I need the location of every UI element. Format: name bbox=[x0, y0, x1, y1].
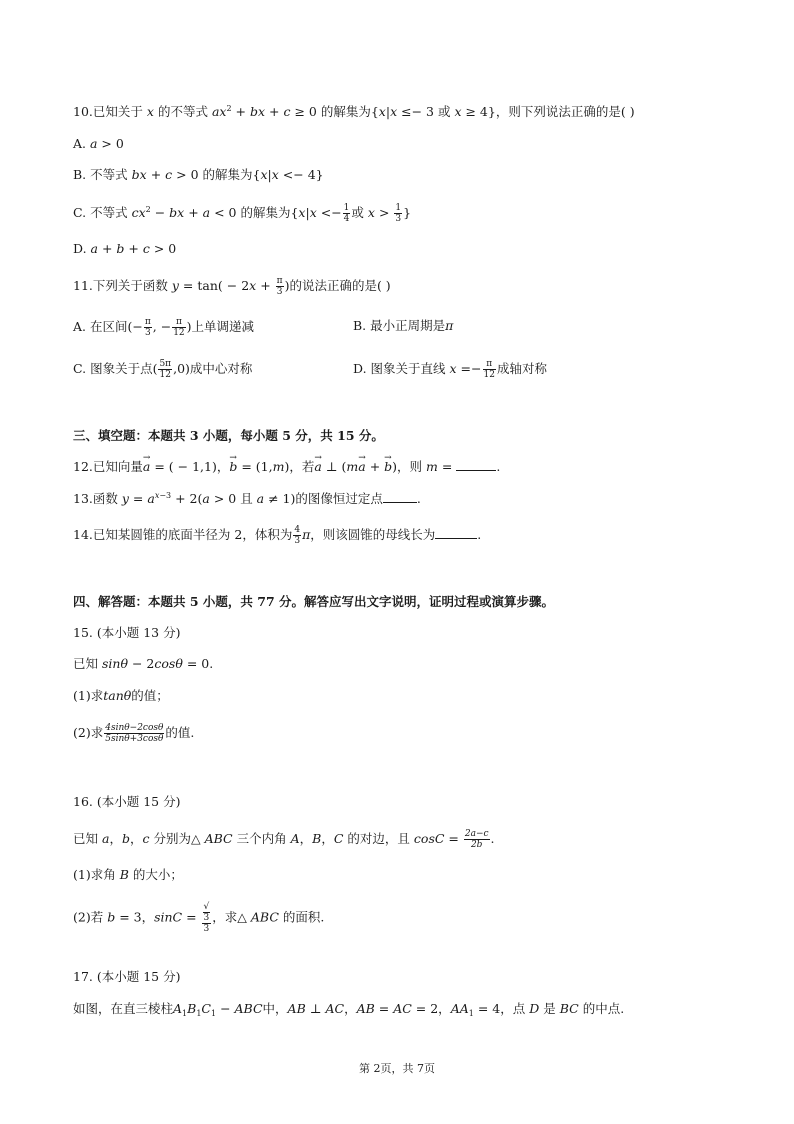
q10-option-b: B. 不等式 bx + c > 0 的解集为{x|x <− 4} bbox=[73, 167, 324, 182]
q10-option-d: D. a + b + c > 0 bbox=[73, 241, 177, 256]
q16-given: 已知 a，b，c 分别为△ ABC 三个内角 A，B，C 的对边，且 cosC = $\frac{2a-c}{2b}$ . bbox=[73, 829, 495, 850]
q15-header: 15. (本小题 13 分) bbox=[73, 625, 181, 640]
q13: 13.函数 $y = a^{x-3} + 2(a > 0$ 且 a ≠ 1)的图像恒过定点 . bbox=[73, 491, 421, 506]
q12: 12.已知向量→ a = ( − 1,1)，→ b = (1,m)，若→ a ⊥ (m→ a + → b)，则 m = . bbox=[73, 458, 500, 476]
q10-option-a: A. a > 0 bbox=[73, 136, 124, 151]
q17-header: 17. (本小题 15 分) bbox=[73, 969, 181, 984]
q15-given: 已知 sinθ − 2cosθ = 0. bbox=[73, 656, 214, 671]
q11-option-d: D. 图象关于直线 x =− $\frac{\pi}{12}$ 成轴对称 bbox=[353, 359, 547, 380]
q16-part-1: (1)求角 B 的大小； bbox=[73, 867, 183, 882]
q16-header: 16. (本小题 15 分) bbox=[73, 794, 181, 809]
section-4-title: 四、解答题：本题共 5 小题，共 77 分。解答应写出文字说明，证明过程或演算步骤。 bbox=[73, 594, 555, 609]
q13-answer-blank[interactable] bbox=[383, 490, 417, 503]
q11-option-c: C. 图象关于点( $\frac{5\pi}{12}$ ,0)成中心对称 bbox=[73, 359, 253, 380]
q10-stem: 10.已知关于 x 的不等式 $ax^2$ + bx + c ≥ 0 的解集为{x|x ≤− 3 或 x ≥ 4}，则下列说法正确的是( ) bbox=[73, 104, 635, 119]
section-3-title: 三、填空题：本题共 3 小题，每小题 5 分，共 15 分。 bbox=[73, 428, 384, 443]
q15-part-2: (2)求 $\frac{4\sin\theta-2\cos\theta}{5\sin\theta+3\cos\theta}$ 的值. bbox=[73, 723, 195, 744]
page-footer: 第 2页，共 7页 bbox=[359, 1062, 435, 1075]
q14: 14.已知某圆锥的底面半径为 2，体积为 $\frac{4}{3}$ π，则该圆锥的母线长为 . bbox=[73, 525, 482, 546]
q17-text: 如图，在直三棱柱$A_1B_1C_1$ − ABC中，AB ⊥ AC，AB = AC = 2，$AA_1 = 4$，点 D 是 BC 的中点. bbox=[73, 1001, 625, 1018]
q10-option-c: C. 不等式 $cx^2$ − bx + a < 0 的解集为{x|x <− $\frac{1}{4}$ 或 x > $\frac{1}{3}$ } bbox=[73, 203, 412, 224]
q11-option-a: A. 在区间(− $\frac{\pi}{3}$ , − $\frac{\pi}{12}$ )上单调递减 bbox=[73, 317, 255, 338]
q11-stem: 11.下列关于函数 y = tan( − 2x + $\frac{\pi}{3}$ )的说法正确的是( ) bbox=[73, 276, 391, 297]
q11-option-b: B. 最小正周期是π bbox=[353, 318, 454, 333]
q15-part-1: (1)求tanθ的值； bbox=[73, 688, 169, 703]
q16-part-2: (2)若 b = 3，sinC = √ 3 3 ，求△ ABC 的面积. bbox=[73, 902, 325, 934]
q12-answer-blank[interactable] bbox=[456, 458, 496, 471]
q14-answer-blank[interactable] bbox=[435, 526, 477, 539]
